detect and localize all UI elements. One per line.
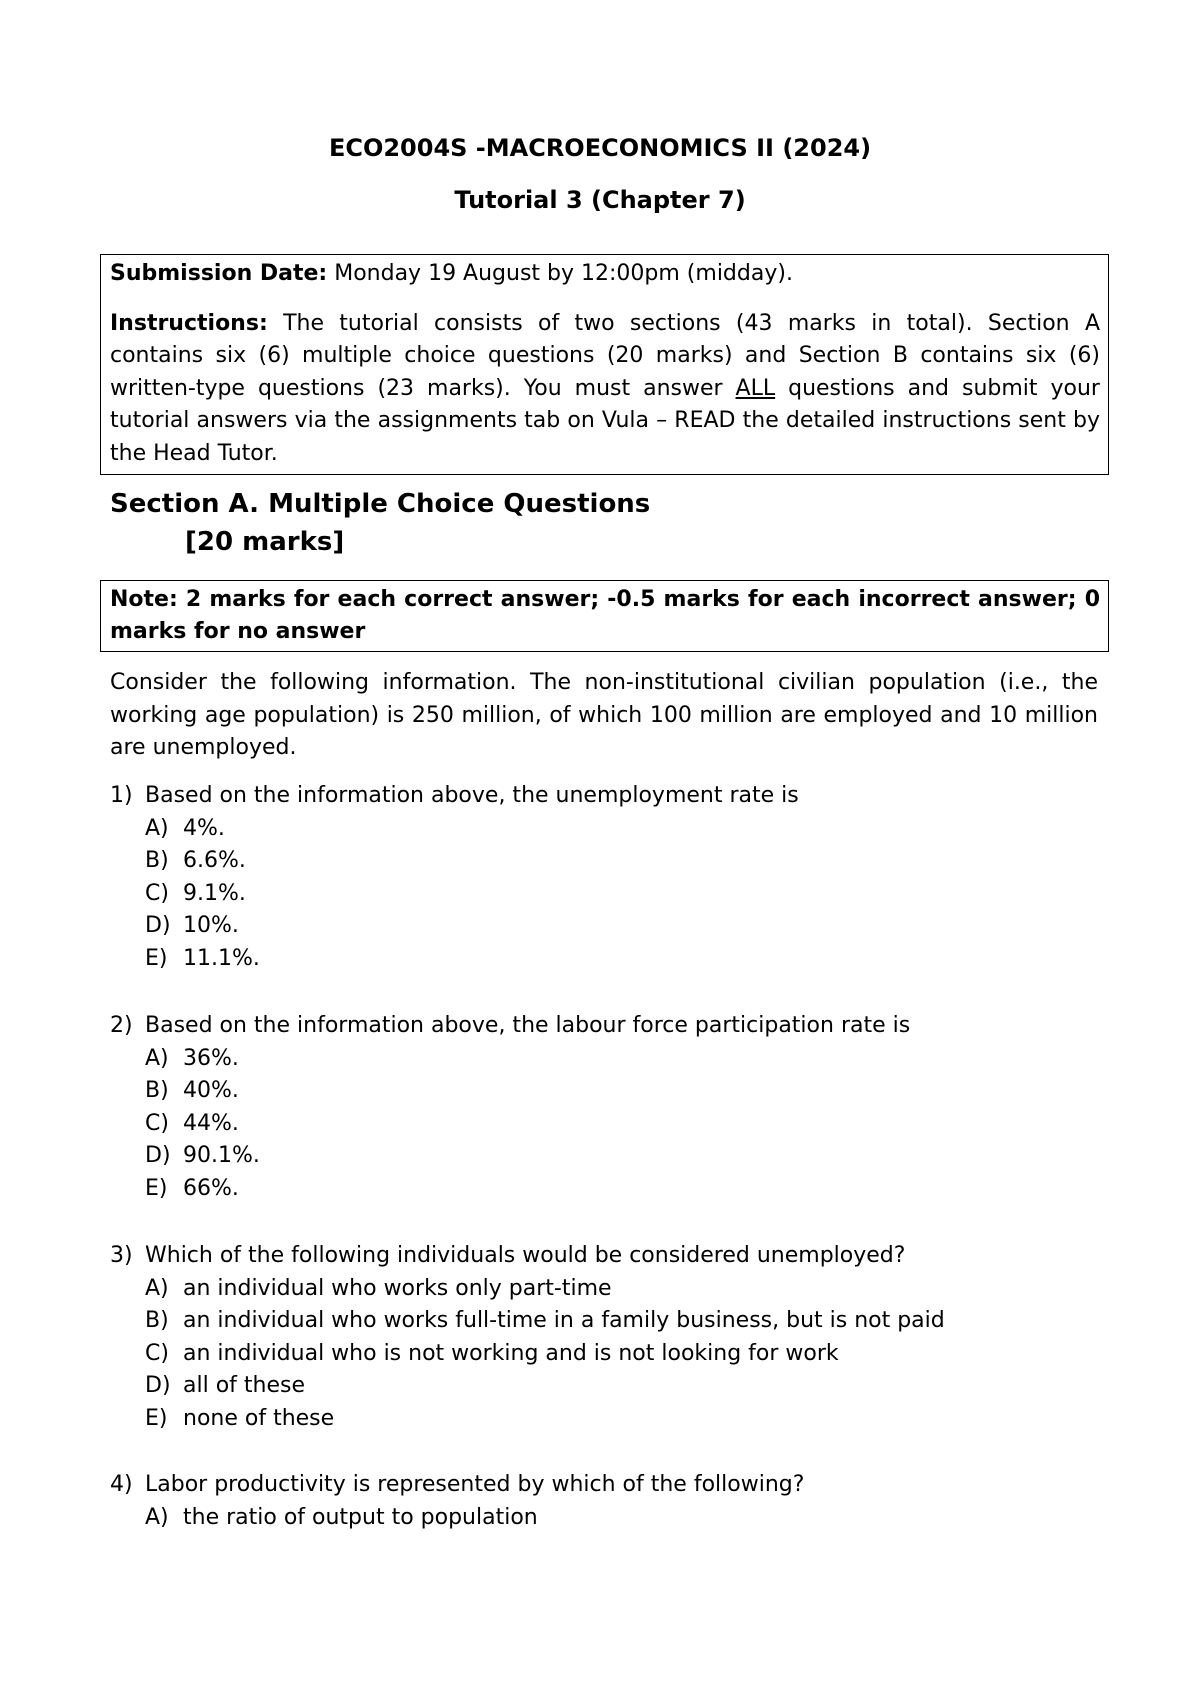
submission-label: Submission Date: bbox=[110, 261, 328, 286]
question-3-stem bbox=[110, 1240, 1110, 1273]
question-text: Based on the information above, the unemployment rate is bbox=[145, 783, 799, 808]
option-a bbox=[145, 813, 1110, 846]
option-b bbox=[145, 1305, 1110, 1338]
section-a-title: Section A. Multiple Choice Questions bbox=[110, 489, 651, 519]
option-text: an individual who works full-time in a family business, but is not paid bbox=[183, 1308, 945, 1334]
option-text: 44%. bbox=[183, 1110, 239, 1136]
option-text: 4%. bbox=[183, 815, 225, 841]
option-b bbox=[145, 1075, 1110, 1108]
instructions-paragraph bbox=[110, 308, 1100, 471]
option-letter: A) bbox=[145, 1045, 169, 1071]
marking-note-box bbox=[100, 580, 1109, 652]
option-c bbox=[145, 878, 1110, 911]
question-text: Which of the following individuals would be considered unemployed? bbox=[145, 1243, 906, 1268]
question-4 bbox=[110, 1469, 1110, 1534]
instructions-emphasis: ALL bbox=[735, 375, 776, 401]
question-3-options bbox=[110, 1273, 1110, 1436]
option-letter: A) bbox=[145, 1504, 169, 1530]
submission-text: Monday 19 August by 12:00pm (midday). bbox=[327, 261, 793, 286]
option-e bbox=[145, 1403, 1110, 1436]
submission-line bbox=[110, 258, 1100, 291]
instructions-label: Instructions: bbox=[110, 310, 268, 336]
option-letter: B) bbox=[145, 1078, 169, 1104]
option-letter: B) bbox=[145, 1308, 169, 1334]
option-text: 9.1%. bbox=[183, 880, 246, 906]
question-3 bbox=[110, 1240, 1110, 1436]
question-1-options bbox=[110, 813, 1110, 976]
question-4-stem bbox=[110, 1469, 1110, 1502]
option-letter: C) bbox=[145, 1340, 169, 1366]
option-text: an individual who is not working and is not looking for work bbox=[183, 1340, 839, 1366]
option-a bbox=[145, 1502, 1110, 1535]
option-letter: E) bbox=[145, 1175, 168, 1201]
option-text: 6.6%. bbox=[183, 848, 246, 874]
option-letter: A) bbox=[145, 815, 169, 841]
option-a bbox=[145, 1043, 1110, 1076]
option-letter: D) bbox=[145, 913, 171, 939]
option-text: an individual who works only part-time bbox=[183, 1275, 612, 1301]
option-letter: C) bbox=[145, 880, 169, 906]
option-text: 36%. bbox=[183, 1045, 239, 1071]
instructions-text-1: The tutorial consists of two sections (43 marks in total). Section A contains six (6) multiple choice questions (20 marks) and Section B contains six (6) written-type questions (23 marks). You must answer bbox=[110, 310, 1100, 401]
option-text: 11.1%. bbox=[183, 945, 260, 971]
option-letter: E) bbox=[145, 1405, 168, 1431]
question-number: 1) bbox=[110, 783, 133, 808]
option-b bbox=[145, 845, 1110, 878]
option-text: 66%. bbox=[183, 1175, 239, 1201]
question-text: Labor productivity is represented by which of the following? bbox=[145, 1472, 805, 1497]
question-1-stem bbox=[110, 780, 1110, 813]
question-2-stem bbox=[110, 1010, 1110, 1043]
question-number: 3) bbox=[110, 1243, 133, 1268]
option-c bbox=[145, 1338, 1110, 1371]
section-a-heading bbox=[110, 485, 650, 561]
option-letter: B) bbox=[145, 848, 169, 874]
question-number: 4) bbox=[110, 1472, 133, 1497]
option-e bbox=[145, 1173, 1110, 1206]
option-letter: C) bbox=[145, 1110, 169, 1136]
option-letter: D) bbox=[145, 1373, 171, 1399]
question-2-options bbox=[110, 1043, 1110, 1206]
course-title: ECO2004S -MACROECONOMICS II (2024) bbox=[328, 134, 872, 162]
option-text: 40%. bbox=[183, 1078, 239, 1104]
section-a-marks: [20 marks] bbox=[185, 527, 345, 557]
option-a bbox=[145, 1273, 1110, 1306]
tutorial-title: Tutorial 3 (Chapter 7) bbox=[454, 186, 746, 214]
option-c bbox=[145, 1108, 1110, 1141]
option-text: all of these bbox=[183, 1373, 305, 1399]
question-number: 2) bbox=[110, 1013, 133, 1038]
question-text: Based on the information above, the labour force participation rate is bbox=[145, 1013, 911, 1038]
option-d bbox=[145, 1140, 1110, 1173]
option-text: none of these bbox=[183, 1405, 335, 1431]
question-2 bbox=[110, 1010, 1110, 1206]
option-e bbox=[145, 943, 1110, 976]
option-text: 90.1%. bbox=[183, 1143, 260, 1169]
option-letter: D) bbox=[145, 1143, 171, 1169]
option-d bbox=[145, 1370, 1110, 1403]
marking-note: Note: 2 marks for each correct answer; -0.5 marks for each incorrect answer; 0 marks for no answer bbox=[110, 587, 1100, 644]
question-4-options bbox=[110, 1502, 1110, 1535]
option-text: the ratio of output to population bbox=[183, 1504, 538, 1530]
option-d bbox=[145, 910, 1110, 943]
instructions-text-2: questions and submit your tutorial answers via the assignments tab on Vula – READ the detailed instructions sent by the Head Tutor. bbox=[110, 375, 1100, 466]
info-box bbox=[100, 254, 1109, 475]
question-1 bbox=[110, 780, 1110, 976]
option-letter: A) bbox=[145, 1275, 169, 1301]
option-text: 10%. bbox=[183, 913, 239, 939]
option-letter: E) bbox=[145, 945, 168, 971]
scenario-intro: Consider the following information. The non-institutional civilian population (i.e., the working age population) is 250 million, of which 100 million are employed and 10 million are unemployed. bbox=[110, 670, 1098, 760]
